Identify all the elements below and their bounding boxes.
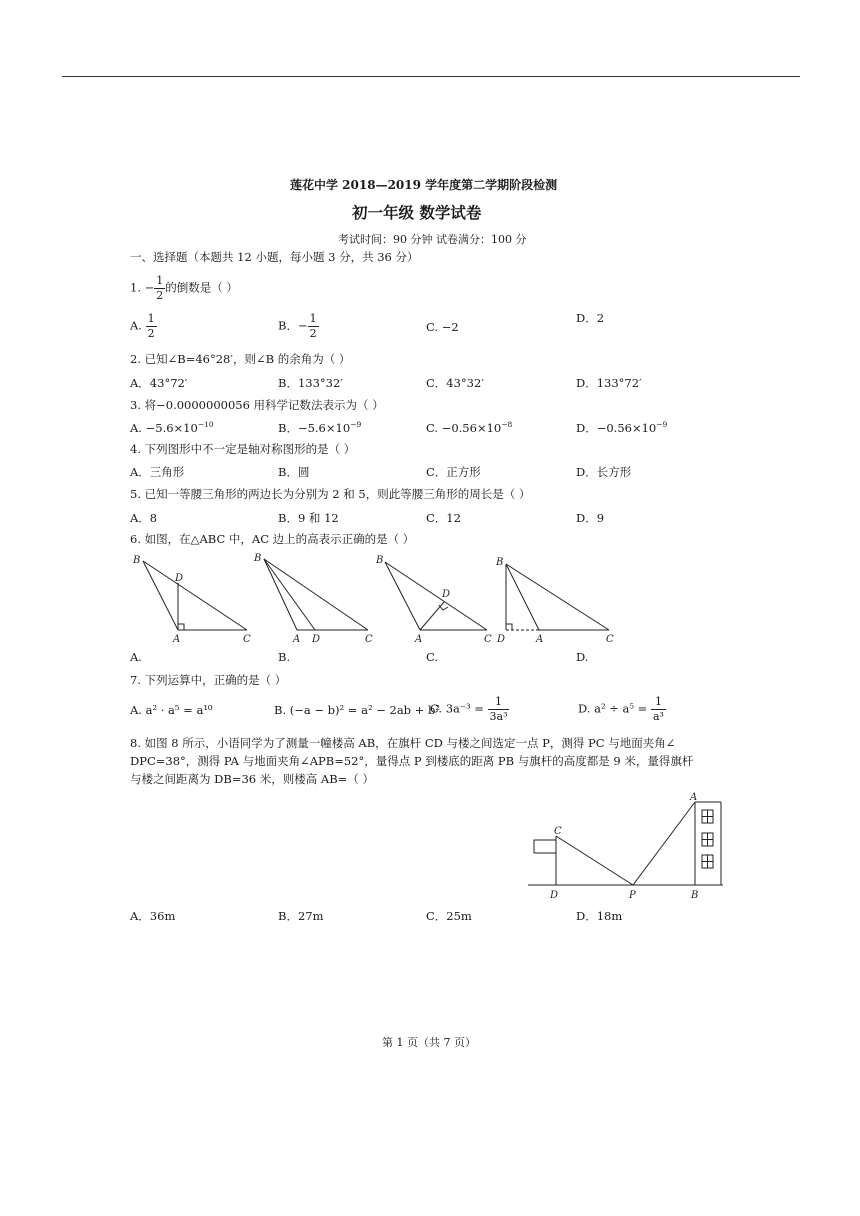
question-7: 7. 下列运算中，正确的是（ ） [130, 673, 287, 687]
q8-option-c: C．25m [426, 909, 472, 923]
q6d-label-c: C [606, 634, 614, 645]
q1-option-b: B．− $\frac{1}{2}$ [278, 312, 317, 340]
q7-option-a: A. a² · a⁵ = a¹⁰ [130, 703, 213, 717]
q4-option-d: D．长方形 [576, 465, 632, 479]
q6b-label-a: A [293, 634, 301, 645]
q2-option-d: D．133°72′ [576, 376, 642, 390]
q6-figure-a [143, 561, 247, 630]
q6-option-a: A. [130, 650, 142, 664]
q8-label-c: C [554, 826, 562, 837]
q6-figures [125, 550, 645, 646]
q6b-label-b: B [254, 553, 262, 564]
q7-option-b: B. (−a − b)² = a² − 2ab + b² [274, 703, 440, 717]
q5-option-c: C．12 [426, 511, 461, 525]
q3-option-c: C. $-0.56\times 10^{-8}$ [426, 420, 513, 435]
q8-line-pc [556, 836, 633, 885]
q5-option-d: D．9 [576, 511, 605, 525]
q8-option-d: D．18m [576, 909, 623, 923]
q6-figure-d [506, 564, 609, 630]
section-heading: 一、选择题（本题共 12 小题，每小题 3 分，共 36 分） [130, 250, 419, 264]
q6a-label-a: A [173, 634, 181, 645]
q6c-label-c: C [484, 634, 492, 645]
question-4: 4. 下列图形中不一定是轴对称图形的是（ ） [130, 442, 356, 456]
q8-label-p: P [629, 890, 636, 901]
q2-option-c: C．43°32′ [426, 376, 484, 390]
top-rule [62, 76, 800, 77]
q5-option-a: A．8 [130, 511, 158, 525]
q6c-label-a: A [415, 634, 423, 645]
q7-option-d: D. a² ÷ a⁵ = $\frac{1}{\text{a³}}$ [578, 695, 664, 723]
q8-label-b: B [691, 890, 699, 901]
q8-option-a: A．36m [130, 909, 176, 923]
q6d-label-a: A [536, 634, 544, 645]
question-2: 2. 已知∠B=46°28′，则∠B 的余角为（ ） [130, 352, 351, 366]
question-5: 5. 已知一等腰三角形的两边长为分别为 2 和 5，则此等腰三角形的周长是（ ） [130, 487, 531, 501]
q3-option-d: D．$-0.56\times 10^{-9}$ [576, 420, 668, 435]
q6d-label-d: D [497, 634, 506, 645]
q8-line-pa [633, 802, 695, 885]
q5-option-b: B．9 和 12 [278, 511, 339, 525]
q3-option-a: A. $-5.6\times 10^{-10}$ [130, 420, 214, 435]
q6a-label-c: C [243, 634, 251, 645]
paper-title: 初一年级 数学试卷 [352, 203, 482, 222]
q8-label-d: D [550, 890, 559, 901]
q6-option-b: B. [278, 650, 291, 664]
q6-figure-b [264, 559, 368, 630]
q4-option-b: B．圆 [278, 465, 310, 479]
q1-option-a: A. $\frac{1}{2}$ [130, 312, 155, 340]
q8-figure [528, 792, 728, 904]
q8-option-b: B．27m [278, 909, 324, 923]
question-3: 3. 将−0.0000000056 用科学记数法表示为（ ） [130, 398, 384, 412]
q1-minus: − [144, 280, 155, 295]
question-8-line-3: 与楼之间距离为 DB=36 米，则楼高 AB=（ ） [130, 772, 374, 786]
school-exam-title: 莲花中学 2018—2019 学年度第二学期阶段检测 [290, 178, 558, 192]
question-8-line-2: DPC=38°，测得 PA 与地面夹角∠APB=52°，量得点 P 到楼底的距离 PB 与旗杆的高度都是 9 米，量得旗杆 [130, 754, 694, 768]
q7-option-c: C. 3a⁻³ = $\frac{1}{\text{3a³}}$ [430, 695, 508, 723]
q1-stem: 的倒数是（ ） [165, 280, 238, 295]
q6c-label-b: B [376, 555, 384, 566]
exam-info: 考试时间：90 分钟 试卷满分：100 分 [338, 233, 527, 246]
q6d-label-b: B [496, 557, 504, 568]
q6-option-d: D. [576, 650, 589, 664]
q4-option-c: C．正方形 [426, 465, 481, 479]
q8-label-a: A [690, 792, 698, 803]
q2-option-b: B．133°32′ [278, 376, 343, 390]
q1-number: 1. [130, 280, 141, 295]
q6a-label-d: D [175, 573, 184, 584]
q6b-label-c: C [365, 634, 373, 645]
q4-option-a: A．三角形 [130, 465, 185, 479]
q3-option-b: B．$-5.6\times 10^{-9}$ [278, 420, 362, 435]
question-1 [130, 274, 238, 303]
question-8-line-1: 8. 如图 8 所示，小语同学为了测量一幢楼高 AB，在旗杆 CD 与楼之间选定一点 P，测得 PC 与地面夹角∠ [130, 736, 676, 750]
q8-flag [534, 840, 556, 853]
q6b-label-d: D [312, 634, 321, 645]
q6-figure-c [385, 562, 487, 630]
q6c-label-d: D [442, 589, 451, 600]
q6a-label-b: B [133, 555, 141, 566]
q1-option-c: C. −2 [426, 320, 459, 334]
page-footer: 第 1 页（共 7 页） [382, 1036, 476, 1049]
q1-option-d: D．2 [576, 311, 605, 325]
q6-option-c: C. [426, 650, 439, 664]
q8-building-windows [702, 810, 713, 868]
question-6: 6. 如图，在△ABC 中，AC 边上的高表示正确的是（ ） [130, 532, 415, 546]
q2-option-a: A．43°72′ [130, 376, 188, 390]
q1-fraction: $\frac{1}{2}$ [156, 274, 164, 302]
